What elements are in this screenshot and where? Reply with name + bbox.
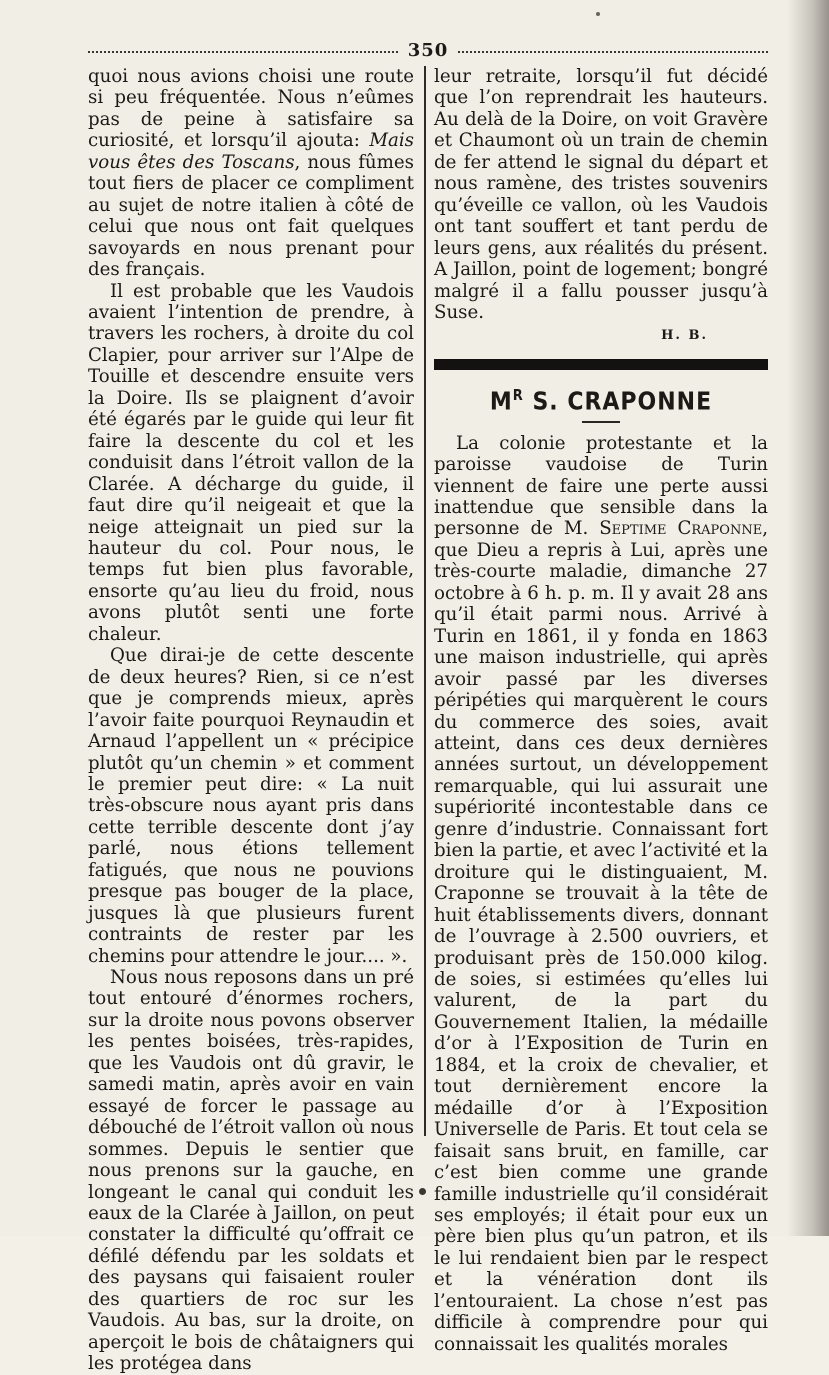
right-paragraph-2-text-a: La colonie protestante et la paroisse vaudoise de Turin viennent de faire une perte aussi inattendue que sensible dans la personne de M. bbox=[434, 432, 768, 540]
left-paragraph-2: Il est probable que les Vaudois avaient l’intention de prendre, à travers les rochers, à droite du col Clapier, pour arriver sur l’Alpe de Touille et descendre ensuite vers la Doire. Ils se plaignent d’avoir été égarés par le guide qui leur fit faire la descente du col et les conduisit dans l’étroit vallon de la Clarée. A décharge du guide, il faut dire qu’il neigeait et que la neige atteignait un pied sur la hauteur du col. Pour nous, le temps fut bien plus favorable, ensorte qu’au lieu du froid, nous avons plutôt senti une forte chaleur. bbox=[88, 280, 414, 645]
left-paragraph-4: Nous nous reposons dans un pré tout entouré d’énormes rochers, sur la droite nous povons observer les pentes boisées, très-rapides, que les Vaudois ont dû gravir, le samedi matin, après avoir en vain essayé de forcer le passage au débouché de l’étroit vallon où nous sommes. Depuis le sentier que nous prenons sur la gauche, en longeant le canal qui conduit les eaux de la Clarée à Jaillon, on peut constater la difficulté qu’offrait ce défilé défendu par les soldats et des paysans qui faisaient rouler des quartiers de roc sur les Vaudois. Au bas, sur la droite, on aperçoit le bois de châtaigners qui les protégea dans bbox=[88, 967, 414, 1375]
title-underline-rule bbox=[582, 421, 620, 423]
person-name: Septime Craponne bbox=[599, 518, 763, 540]
right-paragraph-2 bbox=[434, 433, 768, 1355]
footer-ornament bbox=[419, 1188, 426, 1195]
left-column bbox=[88, 66, 414, 1375]
right-paragraph-1: leur retraite, lorsqu’il fut décidé que l’on reprendrait les hauteurs. Au delà de la Doire, on voit Gravère et Chaumont où un train de chemin de fer attend le signal du départ et nous ramène, des tristes souvenirs qu’éveille ce vallon, où les Vaudois ont tant souffert et tant perdu de leurs gens, aux réalités du présent. A Jaillon, point de logement; bongré malgré il a fallu pousser jusqu’à Suse. bbox=[434, 66, 768, 323]
article-title bbox=[434, 384, 768, 415]
left-paragraph-1-text-a: quoi nous avions choisi une route si peu fréquentée. Nous n’eûmes pas de peine à satisfaire sa curiosité, et lorsqu’il ajouta: bbox=[88, 66, 414, 152]
right-column bbox=[434, 66, 768, 1355]
ink-speck bbox=[596, 12, 600, 16]
left-paragraph-1-italic: Mais vous êtes des Toscans bbox=[88, 130, 414, 173]
title-prefix: M bbox=[489, 387, 513, 417]
column-divider bbox=[424, 66, 426, 1136]
page-number: 350 bbox=[407, 40, 449, 61]
header-dotted-rule-left bbox=[88, 51, 398, 53]
left-paragraph-3: Que dirai-je de cette descente de deux heures? Rien, si ce n’est que je comprends mieux, après l’avoir faite pourquoi Reynaudin et Arnaud l’appellent un « précipice plutôt qu’un chemin » et comment le premier peut dire: « La nuit très-obscure nous ayant pris dans cette terrible descente dont j’ay parlé, nous étions tellement fatigués, que nous ne pouvions presque pas bouger de la place, jusques là que plusieurs furent contraints de rester par les chemins pour attendre le jour.... ». bbox=[88, 645, 414, 967]
right-paragraph-2-text-b: , que Dieu a repris à Lui, après une très-courte maladie, dimanche 27 octobre à 6 h. p. m. Il y avait 28 ans qu’il était parmi nous. Arrivé à Turin en 1861, il y fonda en 1863 une maison industrielle, qui après avoir passé par les diverses péripéties qui marquèrent le cours du commerce des soies, avait atteint, dans ces deux dernières années surtout, un développement remarquable, qui lui assurait une supériorité incontestable dans ce genre d’industrie. Connaissant fort bien la partie, et avec l’activité et la droiture qui le distinguaient, M. Craponne se trouvait à la tête de huit établissements divers, donnant de l’ouvrage à 2.500 ouvriers, et produisant près de 150.000 kilog. de soies, si estimées qu’elles lui valurent, de la part du Gouvernement Italien, la médaille d’or à l’Exposition de Turin en 1884, et la croix de chevalier, et tout dernièrement encore la médaille d’or à l’Exposition Universelle de Paris. Et tout cela se faisait sans bruit, en famille, car c’est bien comme une grande famille industrielle qu’il considérait ses employés; il était pour eux un père bien plus qu’un patron, et ils le lui rendaient bien par le respect et la vénération dont ils l’entouraient. La chose n’est pas difficile à comprendre pour qui connaissait les qualités morales bbox=[434, 518, 768, 1355]
page-edge-shadow bbox=[787, 0, 829, 1236]
title-superscript: R bbox=[512, 387, 524, 405]
left-paragraph-1 bbox=[88, 66, 414, 281]
left-paragraph-1-text-b: , nous fûmes tout fiers de placer ce compliment au sujet de notre italien à côté de celui que nous ont fait quelques savoyards en nous prenant pour des français. bbox=[88, 151, 414, 281]
section-separator-rule bbox=[434, 359, 768, 370]
page-header bbox=[88, 40, 768, 62]
author-signature: H. B. bbox=[661, 328, 708, 344]
title-name: S. CRAPONNE bbox=[523, 387, 713, 417]
header-dotted-rule-right bbox=[458, 51, 768, 53]
